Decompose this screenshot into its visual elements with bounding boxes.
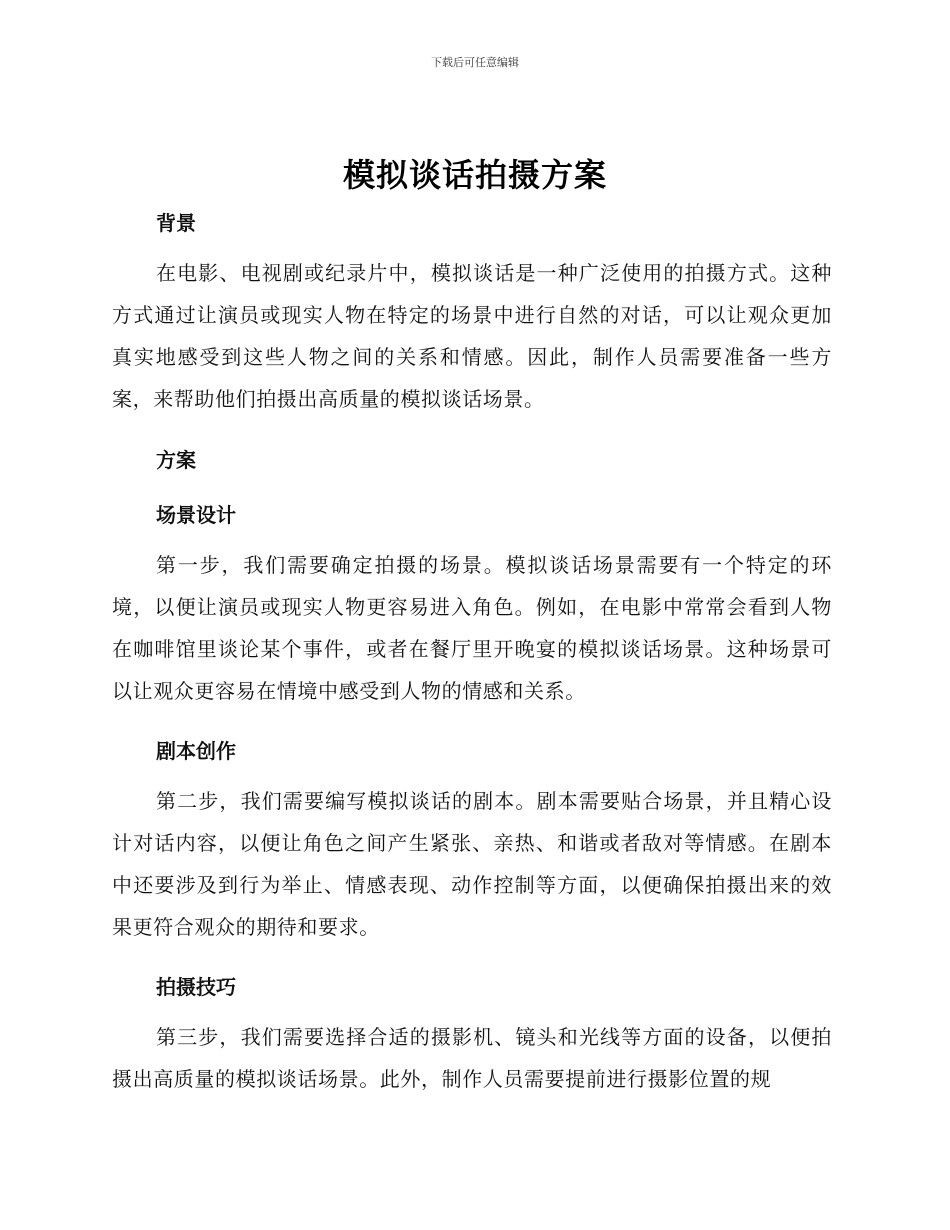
paragraph-scene-design: 第一步，我们需要确定拍摄的场景。模拟谈话场景需要有一个特定的环境，以便让演员或现实人物更容易进入角色。例如，在电影中常常会看到人物在咖啡馆里谈论某个事件，或者在餐厅里开晚宴的模拟谈话场景。这种场景可以让观众更容易在情境中感受到人物的情感和关系。 (112, 553, 832, 703)
document-title: 模拟谈话拍摄方案 (342, 156, 607, 194)
paragraph-background: 在电影、电视剧或纪录片中，模拟谈话是一种广泛使用的拍摄方式。这种方式通过让演员或现实人物在特定的场景中进行自然的对话，可以让观众更加真实地感受到这些人物之间的关系和情感。因此，制作人员需要准备一些方案，来帮助他们拍摄出高质量的模拟谈话场景。 (112, 261, 832, 411)
section-heading-scene-design: 场景设计 (156, 503, 236, 527)
section-heading-shooting-skills: 拍摄技巧 (156, 975, 236, 999)
paragraph-shooting-skills: 第三步，我们需要选择合适的摄影机、镜头和光线等方面的设备，以便拍摄出高质量的模拟谈话场景。此外，制作人员需要提前进行摄影位置的规 (112, 1025, 832, 1091)
header-note: 下载后可任意编辑 (431, 56, 519, 69)
section-heading-script-writing: 剧本创作 (156, 739, 236, 763)
paragraph-script-writing: 第二步，我们需要编写模拟谈话的剧本。剧本需要贴合场景，并且精心设计对话内容，以便让角色之间产生紧张、亲热、和谐或者敌对等情感。在剧本中还要涉及到行为举止、情感表现、动作控制等方面，以便确保拍摄出来的效果更符合观众的期待和要求。 (112, 789, 832, 939)
section-heading-background: 背景 (156, 211, 196, 235)
section-heading-plan: 方案 (156, 448, 196, 472)
